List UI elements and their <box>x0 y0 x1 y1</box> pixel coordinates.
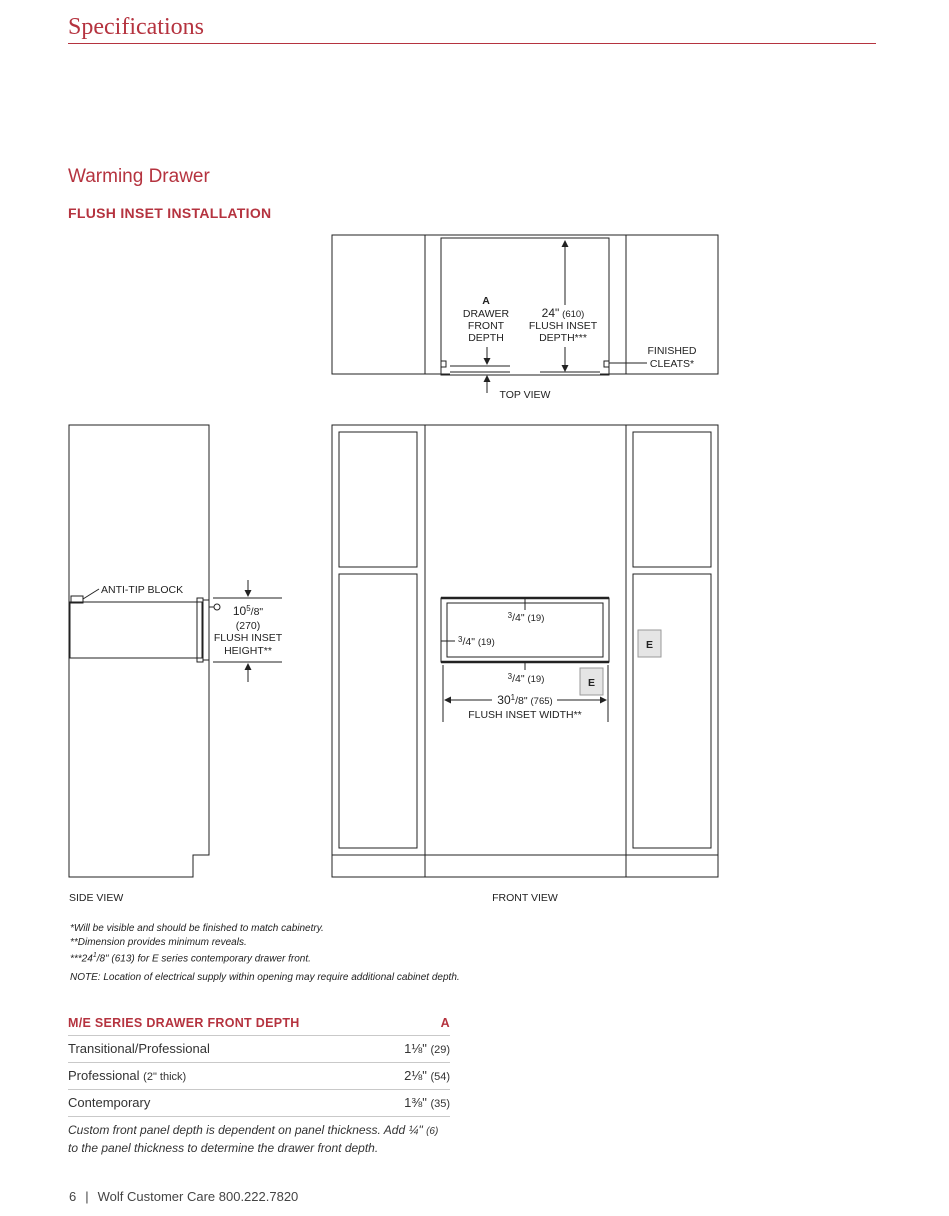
label-flush-inset-height-1: FLUSH INSET <box>213 632 283 644</box>
label-reveal-left: $^3$/4" (19) <box>458 635 495 648</box>
label-top-view: TOP VIEW <box>499 389 551 401</box>
page-number: 6 <box>69 1189 77 1204</box>
label-side-view: SIDE VIEW <box>69 892 124 904</box>
subsection-title: FLUSH INSET INSTALLATION <box>68 205 272 221</box>
e-series-badge-drawer <box>580 668 603 695</box>
label-anti-tip-block: ANTI-TIP BLOCK <box>101 584 184 596</box>
label-finished-cleats-2: CLEATS* <box>649 358 695 370</box>
label-flush-inset-width: FLUSH INSET WIDTH** <box>468 709 582 721</box>
label-flush-inset-depth-value: 24" (610) <box>541 306 585 320</box>
row-mm: (35) <box>430 1098 450 1110</box>
row-note: (2" thick) <box>143 1071 187 1083</box>
label-drawer-front-depth-1: DRAWER <box>462 308 510 320</box>
footnotes <box>70 922 460 984</box>
note-dimension: **Dimension provides minimum reveals. <box>70 936 247 948</box>
label-reveal-top: $^3$/4" (19) <box>507 611 545 624</box>
label-flush-inset-width-value: $30^1/8$" (765) <box>497 693 553 707</box>
label-flush-inset-height-value: $10^5/8$" <box>232 604 264 618</box>
customer-care-text: Wolf Customer Care 800.222.7820 <box>97 1189 299 1204</box>
note-visible: *Will be visible and should be finished to match cabinetry. <box>70 923 324 934</box>
label-flush-inset-height-mm: (270) <box>235 620 261 632</box>
note-electrical: NOTE: Location of electrical supply within opening may require additional cabinet depth. <box>70 971 460 983</box>
footer-separator: | <box>85 1189 89 1204</box>
row-value: 2⅛" <box>404 1068 427 1083</box>
label-a: A <box>482 295 490 307</box>
table-row <box>68 1090 450 1117</box>
table-header-label: M/E SERIES DRAWER FRONT DEPTH <box>68 1016 300 1030</box>
row-mm: (29) <box>430 1044 450 1056</box>
drawer-front-depth-table <box>68 1016 450 1156</box>
label-drawer-front-depth-2: FRONT <box>467 320 505 332</box>
label-flush-inset-depth-1: FLUSH INSET <box>528 320 598 332</box>
label-drawer-front-depth-3: DEPTH <box>468 332 504 344</box>
row-name: Contemporary <box>68 1095 151 1110</box>
table-header-col: A <box>440 1016 450 1030</box>
row-name: Professional <box>68 1068 140 1083</box>
label-flush-inset-depth-2: DEPTH*** <box>539 332 587 344</box>
table-row <box>68 1036 450 1063</box>
section-title: Warming Drawer <box>68 166 210 187</box>
label-flush-inset-height-2: HEIGHT** <box>224 645 272 657</box>
svg-text:E: E <box>645 639 654 651</box>
row-value: 1⅜" <box>404 1095 427 1110</box>
table-footnote: Custom front panel depth is dependent on panel thickness. Add ¼" (6) to the panel thickness to determine the drawer front depth. <box>68 1123 439 1155</box>
table-header <box>68 1016 450 1036</box>
label-reveal-bottom: $^3$/4" (19) <box>507 672 545 685</box>
row-name: Transitional/Professional <box>68 1041 210 1056</box>
page-footer <box>69 1189 298 1204</box>
note-e-series: $***24^1/8$" (613) for E series contemporary drawer front. <box>70 952 311 965</box>
page-header-title: Specifications <box>68 14 204 40</box>
e-series-badge-cabinet <box>638 630 661 657</box>
table-row <box>68 1063 450 1090</box>
row-mm: (54) <box>430 1071 450 1083</box>
row-value: 1⅛" <box>404 1041 427 1056</box>
label-finished-cleats-1: FINISHED <box>647 345 697 357</box>
svg-text:E: E <box>587 677 596 689</box>
label-front-view: FRONT VIEW <box>492 892 558 904</box>
